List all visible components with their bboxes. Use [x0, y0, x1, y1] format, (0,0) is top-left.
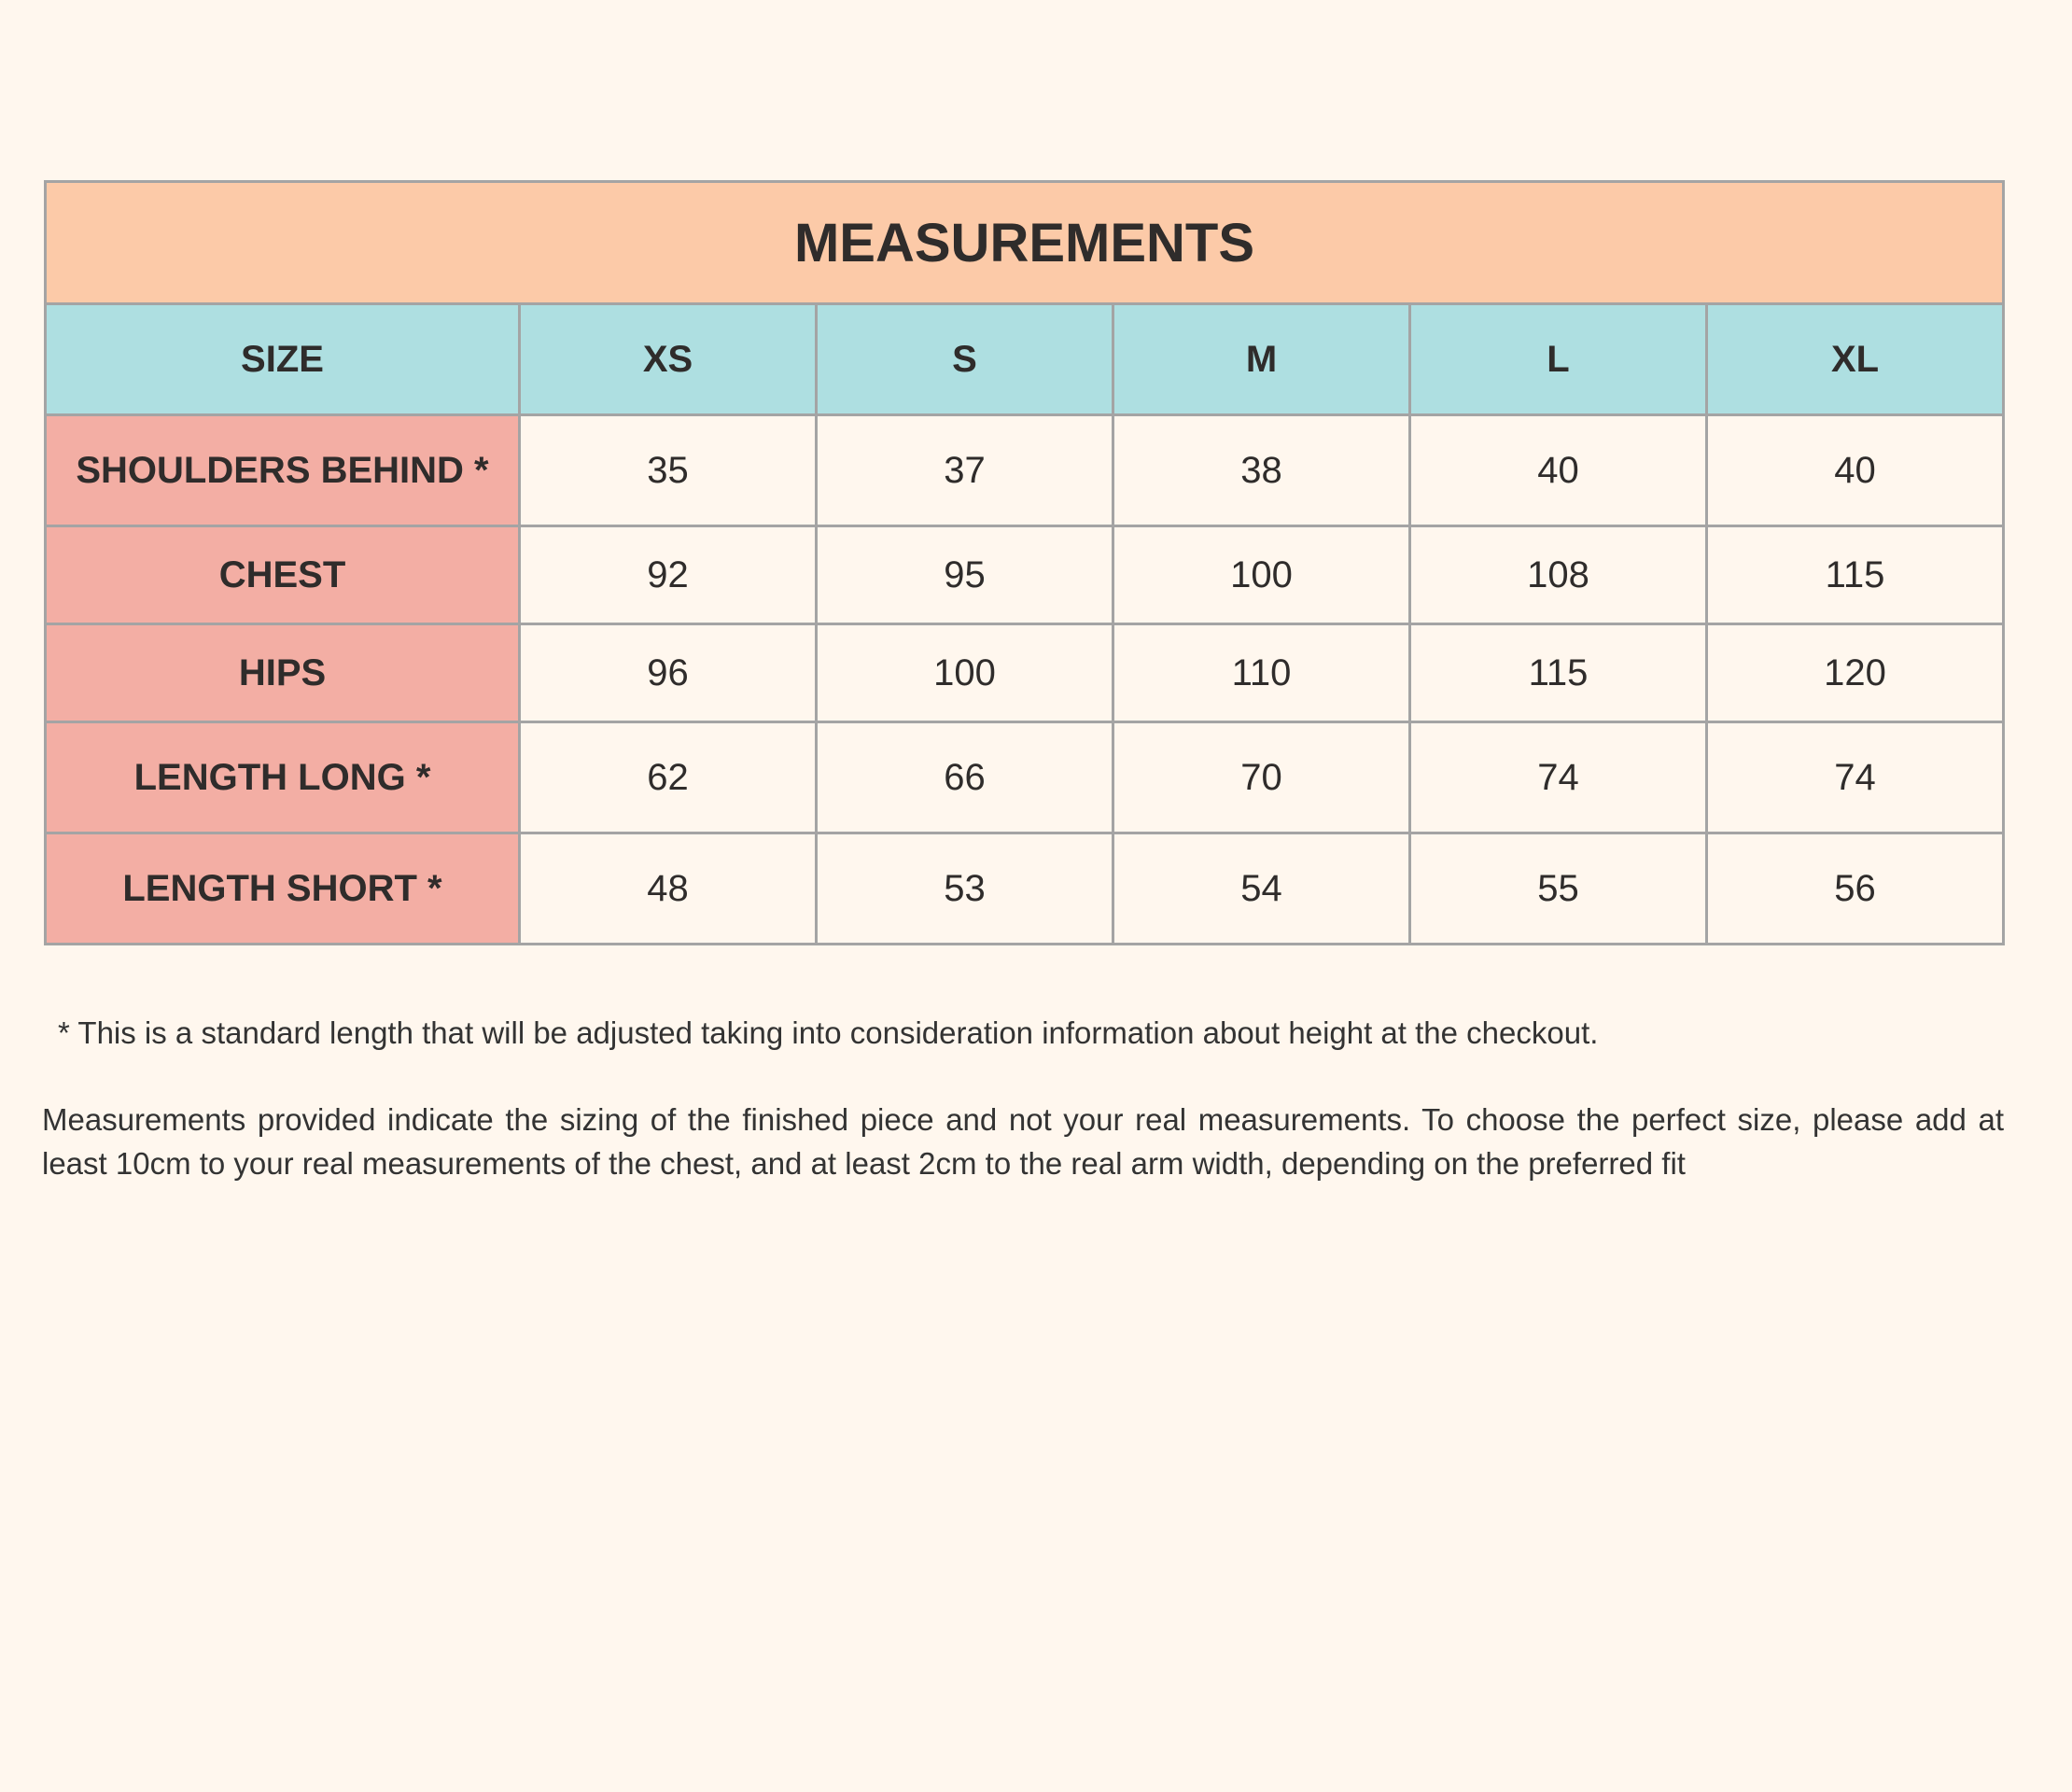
table-cell: 70 [1113, 722, 1410, 833]
table-cell: 108 [1410, 526, 1707, 624]
table-cell: 40 [1410, 415, 1707, 526]
table-row [46, 722, 2004, 833]
table-cell: 55 [1410, 833, 1707, 945]
footnote-text: * This is a standard length that will be adjusted taking into consideration information about height at the checkout. [58, 1015, 1599, 1050]
row-label-length-long: LENGTH LONG * [46, 722, 520, 833]
table-cell: 96 [520, 624, 817, 722]
table-title-row [46, 182, 2004, 304]
row-label-shoulders: SHOULDERS BEHIND * [46, 415, 520, 526]
header-size-label: SIZE [46, 304, 520, 415]
table-cell: 66 [817, 722, 1113, 833]
table-cell: 35 [520, 415, 817, 526]
table-cell: 56 [1707, 833, 2004, 945]
table-row [46, 833, 2004, 945]
table-cell: 110 [1113, 624, 1410, 722]
header-size-xl: XL [1707, 304, 2004, 415]
table-cell: 54 [1113, 833, 1410, 945]
table-cell: 53 [817, 833, 1113, 945]
table-cell: 74 [1410, 722, 1707, 833]
table-cell: 62 [520, 722, 817, 833]
header-size-xs: XS [520, 304, 817, 415]
table-cell: 120 [1707, 624, 2004, 722]
table-cell: 37 [817, 415, 1113, 526]
table-cell: 95 [817, 526, 1113, 624]
table-row [46, 415, 2004, 526]
table-header-row [46, 304, 2004, 415]
header-size-s: S [817, 304, 1113, 415]
row-label-length-short: LENGTH SHORT * [46, 833, 520, 945]
table-row [46, 526, 2004, 624]
table-cell: 115 [1707, 526, 2004, 624]
table-cell: 115 [1410, 624, 1707, 722]
table-cell: 48 [520, 833, 817, 945]
table-row [46, 624, 2004, 722]
measurements-table [44, 180, 2005, 945]
table-title: MEASUREMENTS [46, 182, 2004, 304]
header-size-m: M [1113, 304, 1410, 415]
table-cell: 92 [520, 526, 817, 624]
table-cell: 40 [1707, 415, 2004, 526]
table-cell: 38 [1113, 415, 1410, 526]
table-cell: 100 [817, 624, 1113, 722]
table-cell: 74 [1707, 722, 2004, 833]
sizing-info-text: Measurements provided indicate the sizing of the finished piece and not your real measurements. To choose the perfect size, please add at least 10cm to your real measurements of the chest, and at least 2cm to the real arm width, depending on the preferred fit [42, 1102, 2004, 1181]
row-label-chest: CHEST [46, 526, 520, 624]
header-size-l: L [1410, 304, 1707, 415]
table-cell: 100 [1113, 526, 1410, 624]
row-label-hips: HIPS [46, 624, 520, 722]
